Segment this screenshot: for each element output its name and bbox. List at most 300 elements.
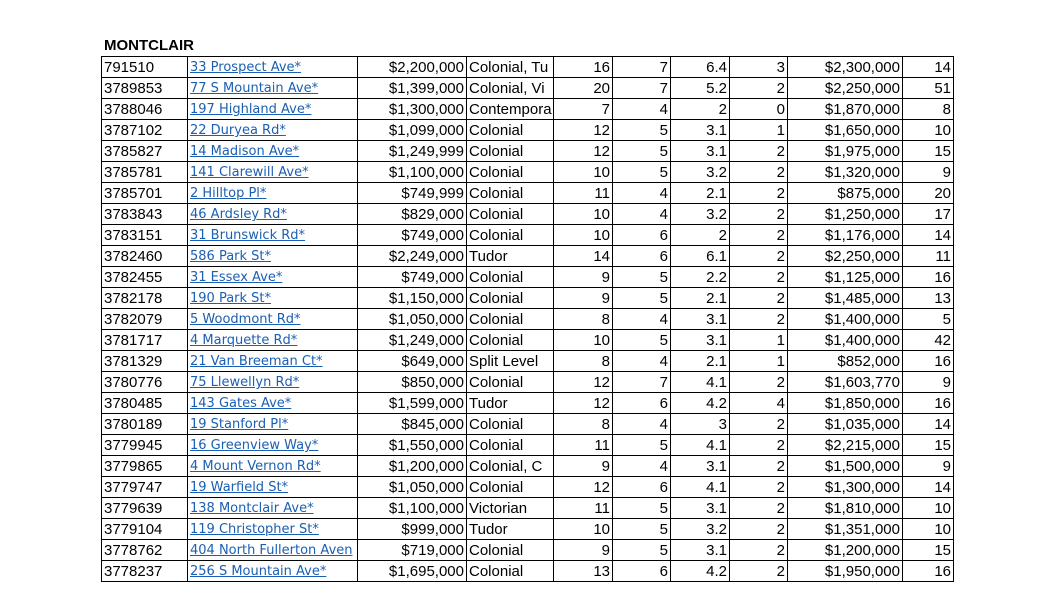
table-row	[102, 540, 954, 561]
cell-garage: 2	[730, 78, 788, 99]
cell-sale-price: $1,810,000	[788, 498, 903, 519]
cell-rooms: 9	[554, 540, 613, 561]
cell-days-on-market: 16	[903, 267, 954, 288]
cell-mls-number: 3779639	[102, 498, 188, 519]
cell-bedrooms: 6	[613, 561, 671, 582]
cell-baths: 3.2	[671, 519, 730, 540]
cell-list-price: $1,599,000	[358, 393, 467, 414]
cell-rooms: 9	[554, 288, 613, 309]
cell-rooms: 13	[554, 561, 613, 582]
cell-style: Colonial	[467, 141, 554, 162]
cell-style: Colonial	[467, 435, 554, 456]
table-row	[102, 288, 954, 309]
cell-sale-price: $1,850,000	[788, 393, 903, 414]
cell-mls-number: 3783843	[102, 204, 188, 225]
cell-mls-number: 3779865	[102, 456, 188, 477]
cell-list-price: $829,000	[358, 204, 467, 225]
cell-mls-number: 3782079	[102, 309, 188, 330]
cell-rooms: 8	[554, 351, 613, 372]
cell-address-link	[188, 225, 358, 246]
cell-sale-price: $1,485,000	[788, 288, 903, 309]
cell-baths: 3.1	[671, 309, 730, 330]
cell-bedrooms: 4	[613, 414, 671, 435]
cell-address-link	[188, 183, 358, 204]
table-row	[102, 120, 954, 141]
table-row	[102, 225, 954, 246]
cell-list-price: $999,000	[358, 519, 467, 540]
cell-bedrooms: 5	[613, 141, 671, 162]
cell-mls-number: 3781329	[102, 351, 188, 372]
cell-list-price: $2,249,000	[358, 246, 467, 267]
cell-bedrooms: 4	[613, 456, 671, 477]
cell-list-price: $2,200,000	[358, 57, 467, 78]
cell-list-price: $850,000	[358, 372, 467, 393]
cell-address-link	[188, 57, 358, 78]
cell-garage: 2	[730, 519, 788, 540]
cell-address-link	[188, 477, 358, 498]
cell-style: Colonial, Vi	[467, 78, 554, 99]
cell-list-price: $1,249,999	[358, 141, 467, 162]
cell-baths: 2	[671, 225, 730, 246]
address-link[interactable]: 21 Van Breeman Ct*	[190, 354, 323, 369]
table-row	[102, 561, 954, 582]
address-link[interactable]: 404 North Fullerton Aven	[190, 543, 353, 558]
table-row	[102, 162, 954, 183]
cell-days-on-market: 15	[903, 435, 954, 456]
table-row	[102, 246, 954, 267]
cell-days-on-market: 11	[903, 246, 954, 267]
cell-baths: 3.1	[671, 456, 730, 477]
table-row	[102, 309, 954, 330]
cell-sale-price: $2,215,000	[788, 435, 903, 456]
cell-sale-price: $2,300,000	[788, 57, 903, 78]
cell-list-price: $719,000	[358, 540, 467, 561]
cell-days-on-market: 14	[903, 57, 954, 78]
cell-address-link	[188, 309, 358, 330]
listings-body	[102, 57, 954, 582]
cell-list-price: $749,000	[358, 225, 467, 246]
cell-days-on-market: 16	[903, 561, 954, 582]
cell-days-on-market: 9	[903, 162, 954, 183]
address-link[interactable]: 4 Marquette Rd*	[190, 333, 298, 348]
cell-days-on-market: 15	[903, 141, 954, 162]
cell-bedrooms: 4	[613, 351, 671, 372]
cell-baths: 4.2	[671, 393, 730, 414]
cell-bedrooms: 5	[613, 519, 671, 540]
cell-days-on-market: 9	[903, 372, 954, 393]
cell-rooms: 10	[554, 204, 613, 225]
cell-mls-number: 3782455	[102, 267, 188, 288]
table-row	[102, 78, 954, 99]
cell-days-on-market: 10	[903, 498, 954, 519]
cell-baths: 3.1	[671, 498, 730, 519]
cell-garage: 2	[730, 477, 788, 498]
cell-list-price: $1,099,000	[358, 120, 467, 141]
cell-style: Colonial	[467, 309, 554, 330]
cell-garage: 2	[730, 225, 788, 246]
cell-mls-number: 3779747	[102, 477, 188, 498]
cell-list-price: $1,300,000	[358, 99, 467, 120]
cell-list-price: $1,200,000	[358, 456, 467, 477]
cell-bedrooms: 5	[613, 288, 671, 309]
table-row	[102, 183, 954, 204]
address-link[interactable]: 197 Highland Ave*	[190, 102, 312, 117]
cell-address-link	[188, 414, 358, 435]
cell-style: Split Level	[467, 351, 554, 372]
address-link[interactable]: 19 Warfield St*	[190, 480, 289, 495]
address-link[interactable]: 4 Mount Vernon Rd*	[190, 459, 321, 474]
cell-mls-number: 3785701	[102, 183, 188, 204]
cell-sale-price: $1,176,000	[788, 225, 903, 246]
table-row	[102, 435, 954, 456]
cell-garage: 1	[730, 120, 788, 141]
cell-days-on-market: 8	[903, 99, 954, 120]
address-link[interactable]: 33 Prospect Ave*	[190, 60, 302, 75]
cell-baths: 6.1	[671, 246, 730, 267]
address-link[interactable]: 138 Montclair Ave*	[190, 501, 314, 516]
table-row	[102, 141, 954, 162]
cell-days-on-market: 16	[903, 393, 954, 414]
address-link[interactable]: 190 Park St*	[190, 291, 272, 306]
cell-garage: 4	[730, 393, 788, 414]
cell-address-link	[188, 288, 358, 309]
address-link[interactable]: 119 Christopher St*	[190, 522, 319, 537]
cell-mls-number: 3785827	[102, 141, 188, 162]
cell-address-link	[188, 162, 358, 183]
cell-style: Colonial	[467, 414, 554, 435]
cell-rooms: 20	[554, 78, 613, 99]
cell-style: Colonial	[467, 267, 554, 288]
cell-sale-price: $2,250,000	[788, 78, 903, 99]
cell-rooms: 10	[554, 162, 613, 183]
cell-mls-number: 3780189	[102, 414, 188, 435]
cell-address-link	[188, 456, 358, 477]
cell-bedrooms: 5	[613, 330, 671, 351]
cell-sale-price: $1,200,000	[788, 540, 903, 561]
cell-sale-price: $1,400,000	[788, 330, 903, 351]
cell-days-on-market: 14	[903, 225, 954, 246]
table-row	[102, 99, 954, 120]
cell-mls-number: 3785781	[102, 162, 188, 183]
cell-mls-number: 3779945	[102, 435, 188, 456]
cell-garage: 3	[730, 57, 788, 78]
cell-baths: 2.1	[671, 351, 730, 372]
cell-sale-price: $1,500,000	[788, 456, 903, 477]
cell-address-link	[188, 267, 358, 288]
cell-sale-price: $1,125,000	[788, 267, 903, 288]
cell-baths: 3.1	[671, 330, 730, 351]
cell-rooms: 12	[554, 120, 613, 141]
cell-address-link	[188, 372, 358, 393]
cell-style: Colonial	[467, 225, 554, 246]
cell-mls-number: 3788046	[102, 99, 188, 120]
cell-garage: 2	[730, 246, 788, 267]
cell-rooms: 8	[554, 309, 613, 330]
address-link[interactable]: 256 S Mountain Ave*	[190, 564, 327, 579]
cell-days-on-market: 16	[903, 351, 954, 372]
cell-rooms: 16	[554, 57, 613, 78]
cell-sale-price: $1,250,000	[788, 204, 903, 225]
cell-style: Tudor	[467, 519, 554, 540]
cell-rooms: 11	[554, 183, 613, 204]
table-row	[102, 414, 954, 435]
cell-address-link	[188, 519, 358, 540]
cell-days-on-market: 20	[903, 183, 954, 204]
cell-baths: 3.2	[671, 204, 730, 225]
address-link[interactable]: 75 Llewellyn Rd*	[190, 375, 300, 390]
cell-bedrooms: 4	[613, 183, 671, 204]
cell-baths: 3.1	[671, 141, 730, 162]
cell-style: Colonial	[467, 330, 554, 351]
table-row	[102, 393, 954, 414]
cell-baths: 6.4	[671, 57, 730, 78]
cell-style: Colonial	[467, 162, 554, 183]
cell-address-link	[188, 393, 358, 414]
cell-days-on-market: 14	[903, 414, 954, 435]
cell-bedrooms: 5	[613, 267, 671, 288]
cell-sale-price: $2,250,000	[788, 246, 903, 267]
cell-list-price: $1,550,000	[358, 435, 467, 456]
cell-garage: 2	[730, 540, 788, 561]
cell-garage: 2	[730, 435, 788, 456]
address-link[interactable]: 19 Stanford Pl*	[190, 417, 289, 432]
cell-days-on-market: 15	[903, 540, 954, 561]
cell-rooms: 12	[554, 477, 613, 498]
cell-address-link	[188, 498, 358, 519]
cell-mls-number: 3782460	[102, 246, 188, 267]
cell-list-price: $1,695,000	[358, 561, 467, 582]
cell-mls-number: 3779104	[102, 519, 188, 540]
cell-address-link	[188, 141, 358, 162]
cell-style: Colonial	[467, 561, 554, 582]
cell-days-on-market: 13	[903, 288, 954, 309]
cell-mls-number: 3783151	[102, 225, 188, 246]
address-link[interactable]: 22 Duryea Rd*	[190, 123, 286, 138]
cell-days-on-market: 42	[903, 330, 954, 351]
cell-mls-number: 3782178	[102, 288, 188, 309]
cell-garage: 2	[730, 288, 788, 309]
cell-bedrooms: 7	[613, 57, 671, 78]
cell-garage: 2	[730, 498, 788, 519]
address-link[interactable]: 141 Clarewill Ave*	[190, 165, 309, 180]
cell-garage: 1	[730, 351, 788, 372]
cell-baths: 4.2	[671, 561, 730, 582]
cell-rooms: 12	[554, 372, 613, 393]
cell-baths: 3.1	[671, 540, 730, 561]
cell-style: Victorian	[467, 498, 554, 519]
cell-baths: 4.1	[671, 477, 730, 498]
address-link[interactable]: 31 Essex Ave*	[190, 270, 283, 285]
cell-sale-price: $1,950,000	[788, 561, 903, 582]
cell-mls-number: 3778237	[102, 561, 188, 582]
cell-mls-number: 3781717	[102, 330, 188, 351]
cell-sale-price: $1,650,000	[788, 120, 903, 141]
cell-bedrooms: 5	[613, 540, 671, 561]
cell-style: Colonial	[467, 288, 554, 309]
cell-mls-number: 3778762	[102, 540, 188, 561]
cell-style: Colonial	[467, 477, 554, 498]
cell-mls-number: 3787102	[102, 120, 188, 141]
cell-sale-price: $1,320,000	[788, 162, 903, 183]
page-title: MONTCLAIR	[104, 37, 194, 54]
cell-address-link	[188, 561, 358, 582]
cell-address-link	[188, 330, 358, 351]
cell-days-on-market: 51	[903, 78, 954, 99]
cell-garage: 2	[730, 183, 788, 204]
table-row	[102, 204, 954, 225]
cell-garage: 2	[730, 456, 788, 477]
table-row	[102, 519, 954, 540]
cell-style: Colonial	[467, 204, 554, 225]
cell-rooms: 12	[554, 141, 613, 162]
cell-style: Colonial	[467, 372, 554, 393]
cell-bedrooms: 5	[613, 498, 671, 519]
cell-rooms: 12	[554, 393, 613, 414]
cell-sale-price: $1,400,000	[788, 309, 903, 330]
address-link[interactable]: 16 Greenview Way*	[190, 438, 319, 453]
cell-sale-price: $1,870,000	[788, 99, 903, 120]
cell-garage: 2	[730, 561, 788, 582]
cell-address-link	[188, 120, 358, 141]
address-link[interactable]: 31 Brunswick Rd*	[190, 228, 306, 243]
cell-style: Colonial, Tu	[467, 57, 554, 78]
address-link[interactable]: 143 Gates Ave*	[190, 396, 292, 411]
cell-baths: 5.2	[671, 78, 730, 99]
cell-sale-price: $1,300,000	[788, 477, 903, 498]
cell-garage: 2	[730, 162, 788, 183]
cell-list-price: $1,100,000	[358, 498, 467, 519]
address-link[interactable]: 77 S Mountain Ave*	[190, 81, 319, 96]
cell-list-price: $1,050,000	[358, 309, 467, 330]
cell-bedrooms: 4	[613, 99, 671, 120]
cell-garage: 2	[730, 204, 788, 225]
cell-list-price: $1,050,000	[358, 477, 467, 498]
table-row	[102, 498, 954, 519]
cell-days-on-market: 17	[903, 204, 954, 225]
cell-rooms: 10	[554, 225, 613, 246]
cell-baths: 3.2	[671, 162, 730, 183]
cell-mls-number: 3789853	[102, 78, 188, 99]
cell-baths: 2	[671, 99, 730, 120]
address-link[interactable]: 5 Woodmont Rd*	[190, 312, 301, 327]
cell-sale-price: $1,603,770	[788, 372, 903, 393]
cell-bedrooms: 7	[613, 372, 671, 393]
cell-style: Colonial	[467, 540, 554, 561]
cell-days-on-market: 10	[903, 519, 954, 540]
cell-style: Contempora	[467, 99, 554, 120]
table-row	[102, 477, 954, 498]
listings-table	[101, 56, 954, 582]
cell-garage: 2	[730, 372, 788, 393]
cell-days-on-market: 10	[903, 120, 954, 141]
cell-baths: 2.1	[671, 183, 730, 204]
cell-baths: 4.1	[671, 435, 730, 456]
cell-rooms: 9	[554, 267, 613, 288]
cell-bedrooms: 6	[613, 225, 671, 246]
cell-bedrooms: 6	[613, 246, 671, 267]
cell-list-price: $845,000	[358, 414, 467, 435]
cell-garage: 2	[730, 414, 788, 435]
cell-bedrooms: 5	[613, 435, 671, 456]
cell-baths: 3	[671, 414, 730, 435]
cell-sale-price: $1,351,000	[788, 519, 903, 540]
cell-days-on-market: 14	[903, 477, 954, 498]
cell-mls-number: 3780776	[102, 372, 188, 393]
cell-bedrooms: 5	[613, 162, 671, 183]
cell-garage: 1	[730, 330, 788, 351]
cell-days-on-market: 5	[903, 309, 954, 330]
cell-bedrooms: 6	[613, 393, 671, 414]
cell-bedrooms: 4	[613, 309, 671, 330]
cell-list-price: $649,000	[358, 351, 467, 372]
cell-baths: 2.1	[671, 288, 730, 309]
cell-baths: 3.1	[671, 120, 730, 141]
cell-garage: 2	[730, 267, 788, 288]
cell-baths: 4.1	[671, 372, 730, 393]
cell-sale-price: $1,035,000	[788, 414, 903, 435]
cell-style: Tudor	[467, 393, 554, 414]
table-row	[102, 456, 954, 477]
cell-bedrooms: 7	[613, 78, 671, 99]
cell-list-price: $749,999	[358, 183, 467, 204]
cell-baths: 2.2	[671, 267, 730, 288]
cell-list-price: $1,150,000	[358, 288, 467, 309]
cell-rooms: 9	[554, 456, 613, 477]
cell-bedrooms: 6	[613, 477, 671, 498]
cell-style: Colonial	[467, 120, 554, 141]
address-link[interactable]: 586 Park St*	[190, 249, 272, 264]
cell-sale-price: $1,975,000	[788, 141, 903, 162]
cell-bedrooms: 4	[613, 204, 671, 225]
cell-style: Colonial	[467, 183, 554, 204]
cell-mls-number: 3780485	[102, 393, 188, 414]
cell-sale-price: $852,000	[788, 351, 903, 372]
cell-bedrooms: 5	[613, 120, 671, 141]
cell-rooms: 14	[554, 246, 613, 267]
cell-garage: 2	[730, 309, 788, 330]
cell-rooms: 11	[554, 435, 613, 456]
cell-mls-number: 791510	[102, 57, 188, 78]
cell-garage: 0	[730, 99, 788, 120]
cell-address-link	[188, 204, 358, 225]
cell-list-price: $1,399,000	[358, 78, 467, 99]
cell-rooms: 10	[554, 330, 613, 351]
table-row	[102, 57, 954, 78]
table-row	[102, 267, 954, 288]
cell-rooms: 10	[554, 519, 613, 540]
cell-address-link	[188, 246, 358, 267]
cell-rooms: 11	[554, 498, 613, 519]
cell-address-link	[188, 99, 358, 120]
cell-days-on-market: 9	[903, 456, 954, 477]
address-link[interactable]: 14 Madison Ave*	[190, 144, 300, 159]
table-row	[102, 330, 954, 351]
cell-list-price: $1,100,000	[358, 162, 467, 183]
cell-list-price: $749,000	[358, 267, 467, 288]
cell-address-link	[188, 435, 358, 456]
address-link[interactable]: 2 Hilltop Pl*	[190, 186, 267, 201]
cell-list-price: $1,249,000	[358, 330, 467, 351]
cell-sale-price: $875,000	[788, 183, 903, 204]
cell-address-link	[188, 78, 358, 99]
cell-style: Colonial, C	[467, 456, 554, 477]
cell-address-link	[188, 351, 358, 372]
table-row	[102, 372, 954, 393]
address-link[interactable]: 46 Ardsley Rd*	[190, 207, 287, 222]
cell-style: Tudor	[467, 246, 554, 267]
cell-rooms: 8	[554, 414, 613, 435]
cell-garage: 2	[730, 141, 788, 162]
